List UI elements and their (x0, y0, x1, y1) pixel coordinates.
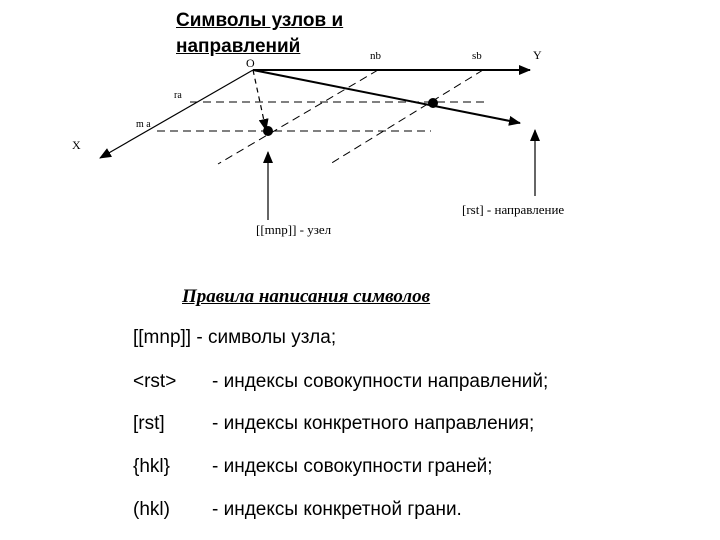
origin-label: O (246, 56, 255, 70)
title-line-1: Символы узлов и (176, 10, 344, 31)
rule-symbol: [[mnp]] - символы узла; (133, 327, 337, 348)
node-caption: [[mnp]] - узел (256, 222, 332, 237)
ma-label: m a (136, 119, 151, 130)
x-axis-label: X (72, 138, 81, 152)
rule-description: - индексы конкретной грани. (212, 499, 462, 520)
rule-description: - индексы совокупности направлений; (212, 371, 549, 392)
direction-point (428, 98, 438, 108)
rules-heading: Правила написания символов (182, 286, 431, 307)
rule-symbol: (hkl) (133, 499, 170, 520)
y-axis-label: Y (533, 48, 542, 62)
title-line-2: направлений (176, 36, 301, 57)
z-axis (253, 70, 266, 130)
ra-label: ra (174, 90, 182, 101)
direction-vector (253, 70, 520, 123)
rule-symbol: <rst> (133, 371, 177, 392)
rule-symbol: [rst] (133, 413, 165, 434)
rule-description: - индексы конкретного направления; (212, 413, 535, 434)
rule-symbol: {hkl} (133, 456, 170, 477)
node-point (263, 126, 273, 136)
dashed-line-nb (218, 70, 378, 164)
rule-description: - индексы совокупности граней; (212, 456, 493, 477)
dashed-line-sb (330, 70, 483, 164)
direction-caption: [rst] - направление (462, 202, 565, 217)
nb-label: nb (370, 50, 381, 62)
sb-label: sb (472, 50, 482, 62)
x-axis (100, 70, 253, 158)
